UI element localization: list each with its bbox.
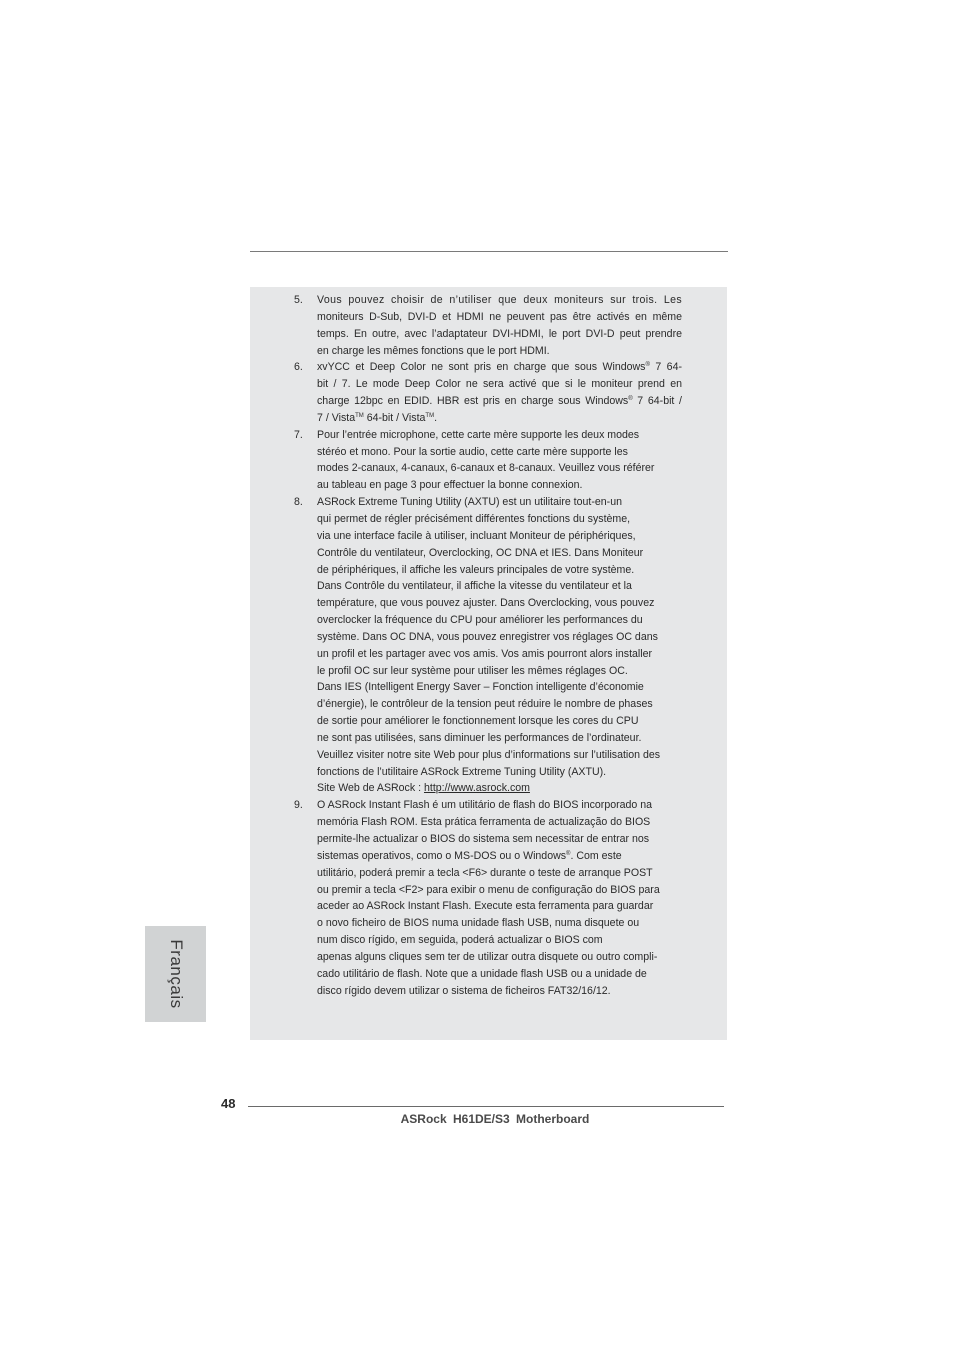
- note-line: overclocker la fréquence du CPU pour améliorer les performances du: [317, 614, 643, 627]
- note-line: Contrôle du ventilateur, Overclocking, OC DNA et IES. Dans Moniteur: [317, 546, 644, 559]
- note-line: un profil et les partager avec vos amis. Vos amis pourront alors installer: [317, 647, 653, 660]
- registered-mark: ®: [628, 396, 633, 403]
- registered-mark: ®: [566, 850, 571, 857]
- footer-divider: [248, 1106, 724, 1107]
- asrock-website-link[interactable]: http://www.asrock.com: [423, 782, 530, 795]
- note-line: [317, 780, 682, 797]
- note-9: [250, 797, 727, 999]
- note-line: température, que vous pouvez ajuster. Dans Overclocking, vous pouvez: [317, 597, 655, 610]
- note-line: o novo ficheiro de BIOS numa unidade flash USB, numa disquete ou: [317, 917, 640, 930]
- footer-title: ASRock H61DE/S3 Motherboard: [400, 1112, 590, 1126]
- note-line: memória Flash ROM. Esta prática ferramenta de actualização do BIOS: [317, 816, 651, 829]
- note-line: O ASRock Instant Flash é um utilitário de flash do BIOS incorporado na: [317, 799, 653, 812]
- note-line: bit / 7. Le mode Deep Color ne sera activé que si le moniteur prend en: [317, 378, 682, 391]
- note-line: au tableau en page 3 pour effectuer la bonne connexion.: [317, 479, 583, 492]
- note-number: 7.: [294, 428, 303, 441]
- note-5: [250, 292, 727, 359]
- notes-panel: [250, 287, 727, 1040]
- note-line: Dans Contrôle du ventilateur, il affiche la vitesse du ventilateur et la: [317, 580, 632, 593]
- note-line: temps. En outre, avec l’adaptateur DVI-HDMI, le port DVI-D peut prendre: [317, 327, 682, 340]
- note-text: . Com este: [570, 849, 622, 862]
- note-line: système. Dans OC DNA, vous pouvez enregistrer vos réglages OC dans: [317, 630, 658, 643]
- note-line: utilitário, poderá premir a tecla <F6> durante o teste de arranque POST: [317, 866, 653, 879]
- note-6: [250, 359, 727, 426]
- note-line: [317, 359, 682, 376]
- note-line: disco rígido devem utilizar o sistema de ficheiros FAT32/16/12.: [317, 984, 611, 997]
- note-line: en charge les mêmes fonctions que le port HDMI.: [317, 344, 550, 357]
- note-line: moniteurs D-Sub, DVI-D et HDMI ne peuvent pas être activés en même: [317, 310, 682, 323]
- note-text: 7 64-: [649, 361, 682, 374]
- note-line: de sortie pour améliorer le fonctionnement lorsque les cores du CPU: [317, 715, 639, 728]
- note-line: via une interface facile à utiliser, incluant Moniteur de périphériques,: [317, 529, 636, 542]
- note-line: de périphériques, il affiche les valeurs principales de votre système.: [317, 563, 635, 576]
- note-text: 64-bit / Vista: [363, 411, 426, 424]
- language-label: Français: [166, 939, 186, 1009]
- note-line: ne sont pas utilisées, sans diminuer les performances de l’ordinateur.: [317, 731, 642, 744]
- language-tab: [145, 926, 206, 1022]
- note-line: cado utilitário de flash. Note que a unidade flash USB ou a unidade de: [317, 967, 647, 980]
- trademark-mark: TM: [355, 412, 364, 419]
- note-8: [250, 494, 727, 797]
- notes-list: [250, 292, 727, 999]
- note-line: [317, 410, 682, 427]
- note-line: permite-lhe actualizar o BIOS do sistema sem necessitar de entrar nos: [317, 833, 650, 845]
- note-line: Pour l’entrée microphone, cette carte mère supporte les deux modes: [317, 428, 640, 441]
- note-line: apenas alguns cliques sem ter de utilizar outra disquete ou outro compli-: [317, 950, 658, 963]
- note-line: d’énergie), le contrôleur de la tension peut réduire le nombre de phases: [317, 698, 653, 711]
- note-line: [317, 393, 682, 410]
- note-text: .: [434, 411, 438, 424]
- note-text: xvYCC et Deep Color ne sont pris en charge que sous Windows: [317, 361, 646, 374]
- note-line: Dans IES (Intelligent Energy Saver – Fonction intelligente d’économie: [317, 681, 644, 694]
- note-line: qui permet de régler précisément différentes fonctions du système,: [317, 512, 631, 525]
- note-text: 7 64-bit /: [632, 395, 683, 408]
- note-line: Vous pouvez choisir de n’utiliser que deux moniteurs sur trois. Les: [317, 294, 682, 306]
- note-line: aceder ao ASRock Instant Flash. Execute esta ferramenta para guardar: [317, 900, 654, 913]
- page-number: 48: [221, 1096, 236, 1111]
- note-text: charge 12bpc en EDID. HBR est pris en charge sous Windows: [317, 395, 629, 408]
- note-text: 7 / Vista: [317, 411, 356, 424]
- trademark-mark: TM: [425, 412, 435, 419]
- note-line: Veuillez visiter notre site Web pour plus d’informations sur l’utilisation des: [317, 748, 661, 761]
- note-7: [250, 427, 727, 494]
- note-line: ou premir a tecla <F2> para exibir o menu de configuração do BIOS para: [317, 883, 660, 896]
- note-line: ASRock Extreme Tuning Utility (AXTU) est un utilitaire tout-en-un: [317, 496, 622, 509]
- note-line: fonctions de l’utilitaire ASRock Extreme Tuning Utility (AXTU).: [317, 765, 607, 778]
- note-line: num disco rígido, em seguida, poderá actualizar o BIOS com: [317, 934, 603, 947]
- note-number: 8.: [294, 496, 303, 509]
- note-text: sistemas operativos, como o MS-DOS ou o Windows: [317, 849, 567, 862]
- note-line: le profil OC sur leur système pour utiliser les mêmes réglages OC.: [317, 664, 628, 677]
- note-number: 6.: [294, 361, 303, 374]
- note-number: 9.: [294, 799, 303, 812]
- note-number: 5.: [294, 294, 303, 306]
- site-label: Site Web de ASRock :: [317, 782, 424, 795]
- note-line: [317, 848, 682, 865]
- top-divider: [250, 251, 728, 252]
- note-line: stéréo et mono. Pour la sortie audio, cette carte mère supporte les: [317, 445, 628, 458]
- note-line: modes 2-canaux, 4-canaux, 6-canaux et 8-canaux. Veuillez vous référer: [317, 462, 655, 475]
- registered-mark: ®: [645, 362, 650, 369]
